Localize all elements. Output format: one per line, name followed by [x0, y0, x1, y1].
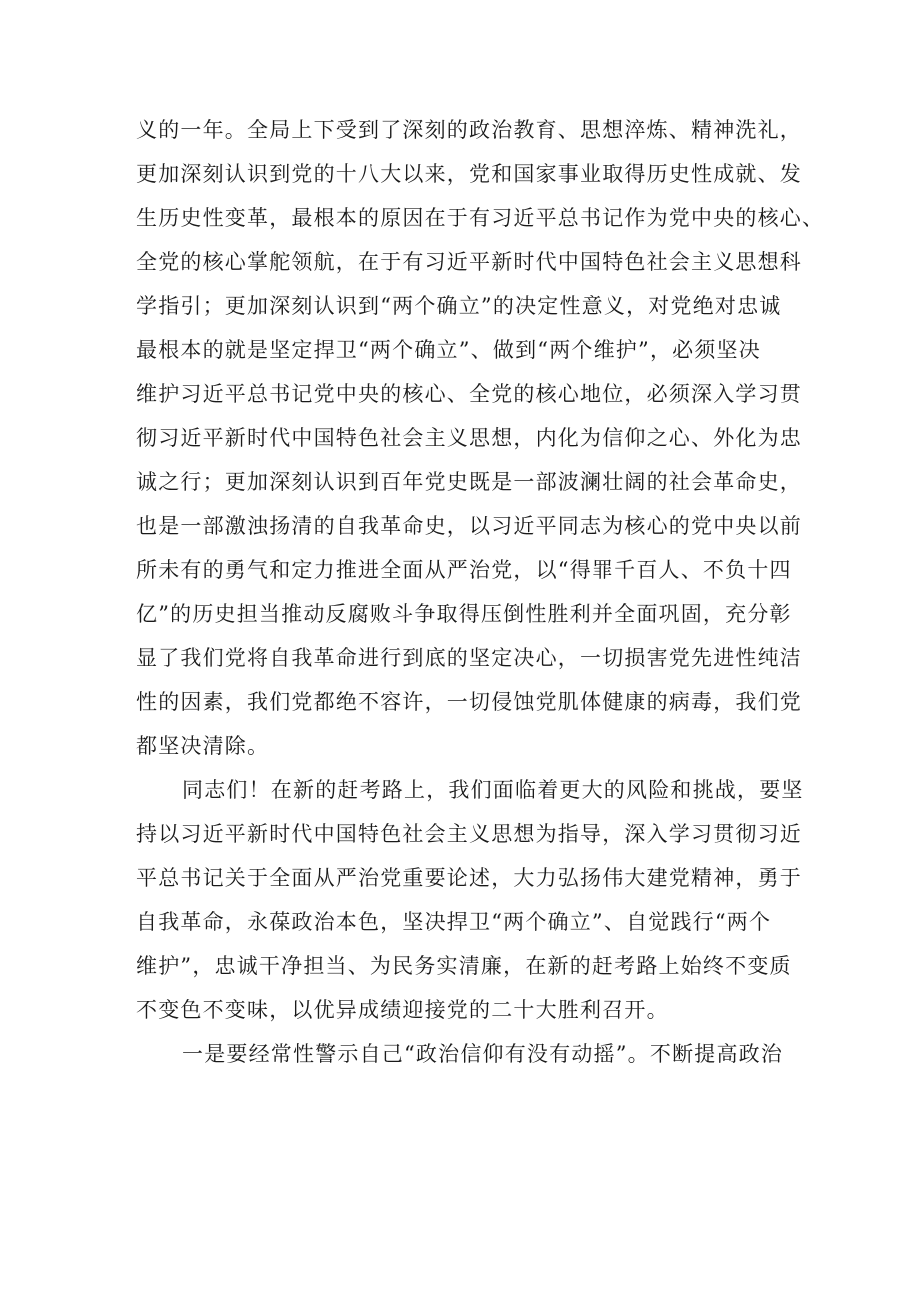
text-line-4: 全党的核心掌舵领航，在于有习近平新时代中国特色社会主义思想科	[136, 250, 802, 274]
text-line-17: 持以习近平新时代中国特色社会主义思想为指导，深入学习贯彻习近	[136, 822, 802, 846]
text-line-12: 亿”的历史担当推动反腐败斗争取得压倒性胜利并全面巩固，充分彰	[136, 602, 792, 626]
text-line-5: 学指引；更加深刻认识到“两个确立”的决定性意义，对党绝对忠诚	[136, 294, 782, 318]
text-line-3: 生历史性变革，最根本的原因在于有习近平总书记作为党中央的核心、	[136, 206, 825, 230]
text-line-19: 自我革命，永葆政治本色，坚决捍卫“两个确立”、自觉践行“两个	[136, 910, 772, 934]
text-line-2: 更加深刻认识到党的十八大以来，党和国家事业取得历史性成就、发	[136, 162, 802, 186]
text-line-10: 也是一部激浊扬清的自我革命史，以习近平同志为核心的党中央以前	[136, 514, 802, 538]
text-line-21: 不变色不变味，以优异成绩迎接党的二十大胜利召开。	[136, 998, 669, 1022]
text-line-18: 平总书记关于全面从严治党重要论述，大力弘扬伟大建党精神，勇于	[136, 866, 802, 890]
text-line-20: 维护”，忠诚干净担当、为民务实清廉，在新的赶考路上始终不变质	[136, 954, 792, 978]
text-line-7: 维护习近平总书记党中央的核心、全党的核心地位，必须深入学习贯	[136, 382, 802, 406]
text-line-1: 义的一年。全局上下受到了深刻的政治教育、思想淬炼、精神洗礼，	[136, 118, 802, 142]
text-line-8: 彻习近平新时代中国特色社会主义思想，内化为信仰之心、外化为忠	[136, 426, 802, 450]
text-line-16-indented: 同志们！在新的赶考路上，我们面临着更大的风险和挑战，要坚	[182, 778, 804, 802]
text-line-6: 最根本的就是坚定捍卫“两个确立”、做到“两个维护”，必须坚决	[136, 338, 761, 362]
text-line-14: 性的因素，我们党都绝不容许，一切侵蚀党肌体健康的病毒，我们党	[136, 690, 802, 714]
text-line-13: 显了我们党将自我革命进行到底的坚定决心，一切损害党先进性纯洁	[136, 646, 802, 670]
text-line-15: 都坚决清除。	[136, 734, 270, 758]
text-line-9: 诚之行；更加深刻认识到百年党史既是一部波澜壮阔的社会革命史，	[136, 470, 802, 494]
text-line-22-indented: 一是要经常性警示自己“政治信仰有没有动摇”。不断提高政治	[182, 1042, 784, 1066]
text-line-11: 所未有的勇气和定力推进全面从严治党，以“得罪千百人、不负十四	[136, 558, 792, 582]
